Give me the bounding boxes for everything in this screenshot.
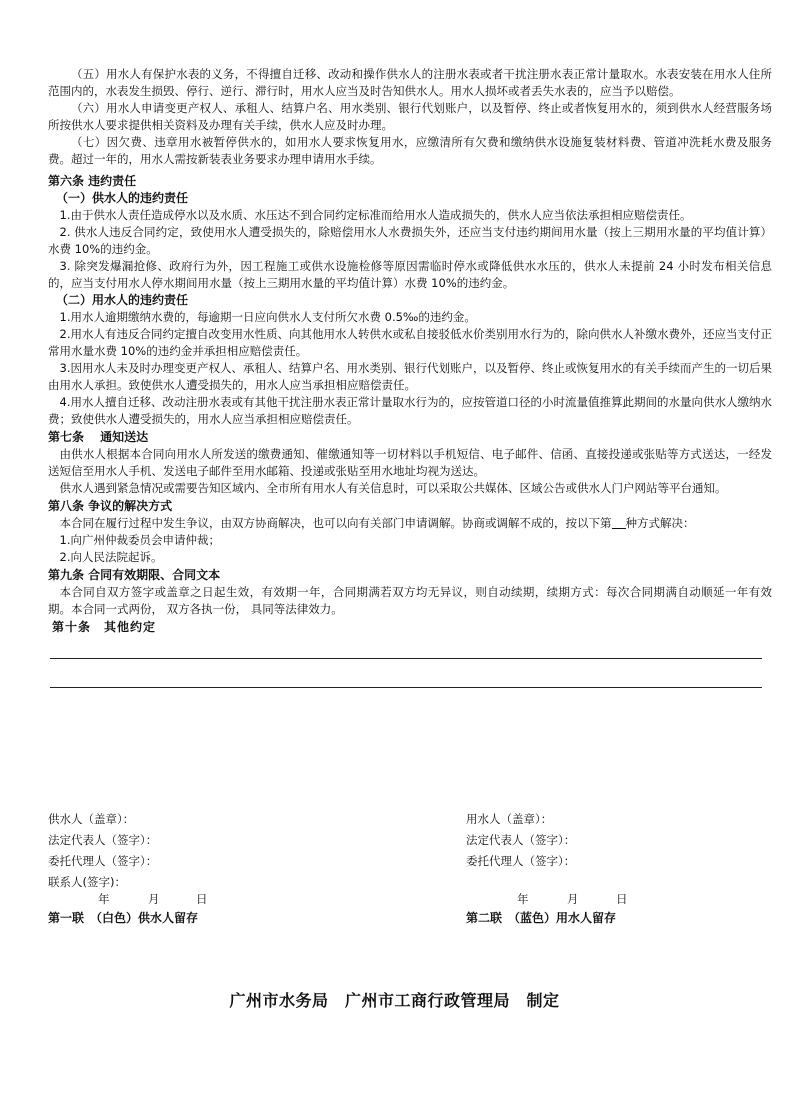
article-8-title: 第八条 争议的解决方式	[48, 499, 173, 513]
user-copy-label: 第二联 （蓝色）用水人留存	[466, 911, 617, 925]
article-8-text-after: 种方式解决：	[625, 516, 695, 530]
article-6-item: 3.因用水人未及时办理变更产权人、承租人、结算户名、用水类别、银行代划账户，以及暂停、终止或恢复用水的有关手续而产生的一切后果由用水人承担。致使供水人遭受损失的，用水人应当承担相应赔偿责任。	[48, 361, 772, 392]
user-date-year: 年	[517, 892, 529, 906]
supplier-date-month: 月	[148, 892, 160, 906]
article-6-sub-2: （二）用水人的违约责任	[56, 293, 189, 307]
user-agent-label: 委托代理人（签字）：	[466, 854, 576, 868]
user-legal-rep-label: 法定代表人（签字）：	[466, 833, 576, 847]
article-6-item: 4.用水人擅自迁移、改动注册水表或有其他干扰注册水表正常计量取水行为的，应按管道口径的小时流量值推算此期间的水量向供水人缴纳水费；致使供水人遭受损失的，用水人应当承担相应赔偿责任。	[48, 395, 772, 426]
supplier-signature-block	[48, 809, 157, 893]
supplier-agent-label: 委托代理人（签字）：	[48, 854, 158, 868]
supplier-legal-rep-label: 法定代表人（签字）：	[48, 833, 158, 847]
supplier-stamp-label: 供水人（盖章）：	[48, 812, 135, 826]
article-6-item: 2.用水人有违反合同约定擅自改变用水性质、向其他用水人转供水或私自接驳低水价类别用水行为的，除向供水人补缴水费外，还应当支付正常用水量水费 10%的违约金并承担相应赔偿责任。	[48, 327, 772, 358]
article-6-sub-1: （一）供水人的违约责任	[56, 191, 189, 205]
article-6-item: 3. 除突发爆漏抢修、政府行为外，因工程施工或供水设施检修等原因需临时停水或降低供水水压的，供水人未提前 24 小时发布相关信息的，应当支付用水人停水期间用水量（按上三期用水量的平均值计算）水费 10%的违约金。	[48, 259, 772, 290]
article-6-item: 1.用水人逾期缴纳水费的，每逾期一日应向供水人支付所欠水费 0.5‰的违约金。	[59, 310, 476, 324]
user-date-day: 日	[616, 892, 628, 906]
article-9-title: 第九条 合同有效期限、合同文本	[48, 568, 221, 582]
other-terms-line-2[interactable]	[50, 687, 762, 688]
supplier-copy-label: 第一联 （白色）供水人留存	[48, 911, 199, 925]
clause-7: （七）因欠费、违章用水被暂停供水的，如用水人要求恢复用水，应缴清所有欠费和缴纳供水设施复装材料费、管道冲洗耗水费及服务费。超过一年的，用水人需按新装表业务要求办理申请用水手续。	[48, 135, 772, 166]
supplier-copy-wrap	[48, 908, 198, 929]
supplier-date-day: 日	[196, 892, 208, 906]
supplier-contact-label: 联系人(签字)：	[48, 875, 126, 889]
article-6-item: 2. 供水人违反合同约定，致使用水人遭受损失的，除赔偿用水人水费损失外，还应当支付违约期间用水量（按上三期用水量的平均值计算）水费 10%的违约金。	[48, 225, 772, 256]
user-copy-wrap	[466, 908, 616, 929]
article-8-option: 2.向人民法院起诉。	[59, 550, 163, 564]
article-7-para: 由供水人根据本合同向用水人所发送的缴费通知、催缴通知等一切材料以手机短信、电子邮件、信函、直接投递或张贴等方式送达，一经发送短信至用水人手机、发送电子邮件至用水邮箱、投递或张贴至用水地址均视为送达。	[48, 447, 772, 478]
user-signature-block	[466, 809, 575, 872]
article-9-para: 本合同自双方签字或盖章之日起生效，有效期一年，合同期满若双方均无异议，则自动续期，续期方式：每次合同期满自动顺延一年有效期。本合同一式两份， 双方各执一份， 具同等法律效力。	[48, 585, 772, 616]
article-6-item: 1.由于供水人责任造成停水以及水质、水压达不到合同约定标准而给用水人造成损失的，供水人应当依法承担相应赔偿责任。	[59, 208, 692, 222]
article-8-option: 1.向广州仲裁委员会申请仲裁；	[59, 533, 220, 547]
article-6-title: 第六条 违约责任	[48, 174, 137, 188]
user-stamp-label: 用水人（盖章）：	[466, 812, 553, 826]
article-7-para: 供水人遇到紧急情况或需要告知区域内、全市所有用水人有关信息时，可以采取公共媒体、区域公告或供水人门户网站等平台通知。	[59, 481, 727, 495]
contract-body	[48, 66, 772, 688]
article-10-title: 第十条 其他约定	[52, 620, 157, 634]
article-8-text-before: 本合同在履行过程中发生争议，由双方协商解决，也可以向有关部门申请调解。协商或调解不成的，按以下第	[59, 516, 612, 530]
supplier-date-year: 年	[98, 892, 110, 906]
method-choice-blank[interactable]	[612, 516, 626, 529]
article-8-para	[48, 515, 772, 532]
clause-5: （五）用水人有保护水表的义务，不得擅自迁移、改动和操作供水人的注册水表或者干扰注册水表正常计量取水。水表安装在用水人住所范围内的，水表发生损毁、停行、逆行、滞行时，用水人应当及时告知供水人。用水人损坏或者丢失水表的，应当予以赔偿。	[48, 67, 772, 98]
user-date-month: 月	[567, 892, 579, 906]
article-7-title: 第七条 通知送达	[48, 430, 149, 444]
clause-6: （六）用水人申请变更产权人、承租人、结算户名、用水类别、银行代划账户，以及暂停、终止或者恢复用水的，须到供水人经营服务场所按供水人要求提供相关资料及办理有关手续，供水人应及时办理。	[48, 101, 772, 132]
issuer-footer: 广州市水务局 广州市工商行政管理局 制定	[229, 991, 560, 1010]
